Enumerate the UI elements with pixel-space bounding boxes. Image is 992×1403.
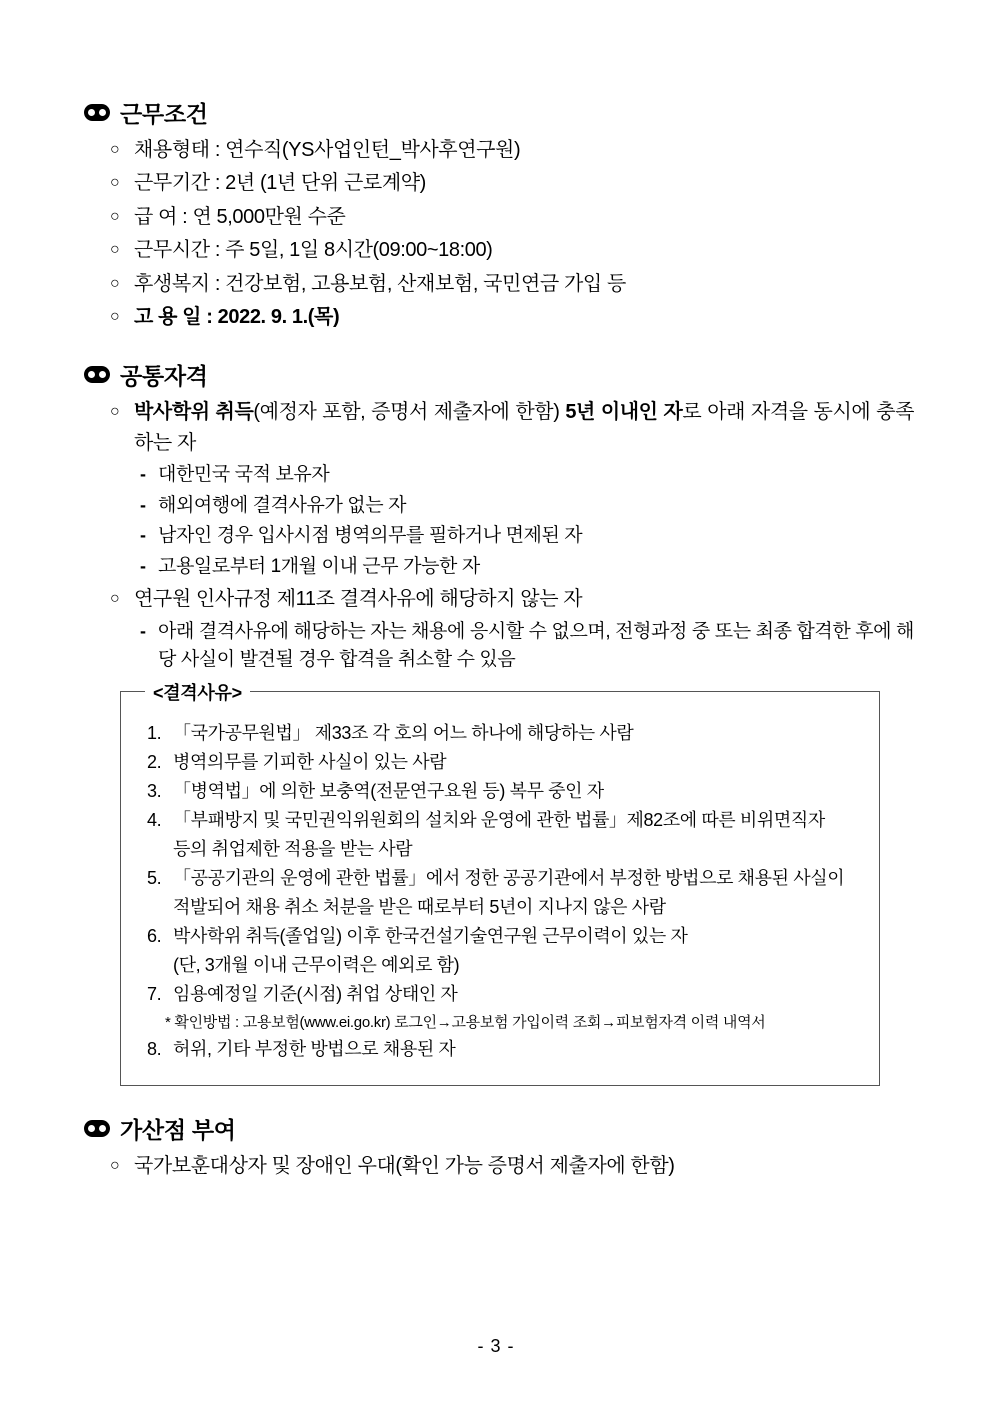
section-title: 공통자격 [120,363,208,390]
sub-list-item-label: 고용일로부터 1개월 이내 근무 가능한 자 [158,555,480,577]
sub-list-item-label: 아래 결격사유에 해당하는 자는 채용에 응시할 수 없으며, 전형과정 중 또는 최종 합격한 후에 해당 사실이 발견될 경우 합격을 취소할 수 있음 [158,620,914,671]
section-marker-icon [84,104,110,121]
dash-bullet-icon: - [140,494,146,515]
list-item-label: 고 용 일 : 2022. 9. 1.(목) [134,305,340,328]
numbered-item [147,720,857,747]
list-item-label: 국가보훈대상자 및 장애인 우대(확인 가능 증명서 제출자에 한함) [134,1155,675,1178]
item-number: 5. [147,867,162,888]
sub-list-item [140,522,914,551]
list-item-label [134,397,914,458]
degree-requirement-post: 로 아래 자격을 동시에 충족하는 자 [134,401,915,454]
list-item [110,235,914,265]
dash-bullet-icon: - [140,620,146,641]
item-text: 「국가공무원법」 제33조 각 호의 어느 하나에 해당하는 사람 [173,722,634,743]
circle-bullet-icon: ○ [110,590,120,608]
list-item-label: 근무시간 : 주 5일, 1일 8시간(09:00~18:00) [134,239,493,262]
section-heading-common-qualifications [84,358,914,391]
circle-bullet-icon: ○ [110,403,120,421]
item-continuation: (단, 3개월 이내 근무이력은 예외로 함) [173,954,460,975]
item-number: 4. [147,809,162,830]
numbered-item [147,981,857,1008]
sub-list-item-rule-note [140,618,914,675]
section-heading-bonus-points [84,1112,914,1145]
item-number: 8. [147,1039,162,1060]
list-item-label: 근무기간 : 2년 (1년 단위 근로계약) [134,172,426,195]
numbered-item [147,865,857,892]
list-item-employment-date [110,302,914,332]
section-marker-icon [84,1120,110,1137]
sub-list-item-label: 남자인 경우 입사시점 병역의무를 필하거나 면제된 자 [158,525,583,547]
item-text: 임용예정일 기준(시점) 취업 상태인 자 [173,983,458,1004]
degree-requirement-emphasis-1: 박사학위 취득 [134,401,254,424]
section-title: 근무조건 [120,101,208,127]
numbered-item [147,807,857,834]
numbered-item [147,1036,857,1063]
dash-bullet-icon: - [140,525,146,546]
item-text: 「공공기관의 운영에 관한 법률」에서 정한 공공기관에서 부정한 방법으로 채용된 사실이 [173,867,845,888]
sub-list-item-label: 해외여행에 결격사유가 없는 자 [158,494,407,516]
list-item [110,135,914,165]
circle-bullet-icon: ○ [110,1157,120,1175]
page-number: - 3 - [477,1336,515,1356]
verification-method-note: * 확인방법 : 고용보험(www.ei.go.kr) 로그인→고용보험 가입이력 조회→피보험자격 이력 내역서 [165,1013,766,1031]
circle-bullet-icon: ○ [110,241,120,259]
list-item [110,168,914,198]
disqualification-box [120,682,880,1087]
degree-requirement-emphasis-2: 5년 이내인 자 [565,401,683,424]
numbered-item [147,923,857,950]
list-item-label: 채용형태 : 연수직(YS사업인턴_박사후연구원) [134,139,521,161]
list-item [110,202,914,232]
list-item-label: 연구원 인사규정 제11조 결격사유에 해당하지 않는 자 [134,588,583,611]
numbered-item [147,749,857,776]
section-title: 가산점 부여 [120,1117,236,1144]
item-number: 3. [147,780,162,801]
item-number: 7. [147,983,162,1004]
dash-bullet-icon: - [140,555,146,576]
degree-requirement-mid: (예정자 포함, 증명서 제출자에 한함) [253,401,566,424]
item-text: 박사학위 취득(졸업일) 이후 한국건설기술연구원 근무이력이 있는 자 [173,925,688,946]
list-item-degree-requirement [110,397,914,458]
circle-bullet-icon: ○ [110,274,120,292]
item-text: 「부패방지 및 국민권익위원회의 설치와 운영에 관한 법률」제82조에 따른 비위면직자 [173,809,825,830]
item-number: 2. [147,751,162,772]
item-text: 병역의무를 기피한 사실이 있는 사람 [173,751,447,772]
circle-bullet-icon: ○ [110,207,120,225]
sub-list-item-label: 대한민국 국적 보유자 [158,464,330,486]
item-text: 「병역법」에 의한 보충역(전문연구요원 등) 복무 중인 자 [173,780,604,801]
item-continuation: 등의 취업제한 적용을 받는 사람 [173,838,413,859]
item-number: 1. [147,722,162,743]
sub-list-item [140,461,914,490]
item-number: 6. [147,925,162,946]
item-text: 허위, 기타 부정한 방법으로 채용된 자 [173,1039,456,1060]
item-continuation: 적발되어 채용 취소 처분을 받은 때로부터 5년이 지나지 않은 사람 [173,896,666,917]
sub-list-item [140,492,914,521]
disqualification-box-legend: <결격사유> [145,679,250,705]
section-heading-working-conditions [84,96,914,129]
list-item [110,269,914,299]
list-item-label: 급 여 : 연 5,000만원 수준 [134,205,346,228]
circle-bullet-icon: ○ [110,307,120,325]
sub-list-item [140,553,914,582]
section-marker-icon [84,366,110,383]
dash-bullet-icon: - [140,464,146,485]
numbered-item [147,778,857,805]
circle-bullet-icon: ○ [110,174,120,192]
list-item-personnel-rule [110,584,914,614]
list-item-label: 후생복지 : 건강보험, 고용보험, 산재보험, 국민연금 가입 등 [134,272,626,295]
list-item [110,1151,914,1181]
circle-bullet-icon: ○ [110,141,120,158]
